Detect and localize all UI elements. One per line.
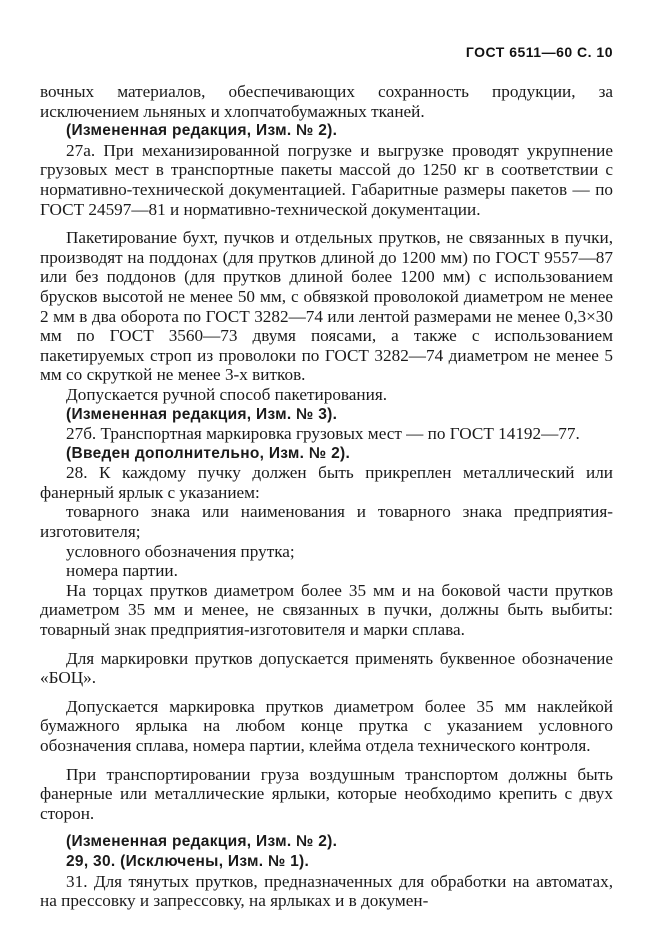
amendment-note: (Измененная редакция, Изм. № 3). [66,405,338,423]
paragraph: 27б. Транспортная маркировка грузовых мест — по ГОСТ 14192—77. [66,424,580,444]
list-item: номера партии. [66,561,178,581]
document-body [40,82,613,911]
list-item: товарного знака или наименования и товарного знака предприятия-изготовителя; [40,502,613,542]
amendment-note: (Измененная редакция, Изм. № 2). [66,122,338,140]
paragraph: вочных материалов, обеспечивающих сохранность продукции, за исключением льняных и хлопчатобумажных тканей. [40,82,613,121]
list-item: условного обозначения прутка; [66,541,295,561]
amendment-note: 29, 30. (Исключены, Изм. № 1). [66,852,310,870]
paragraph: Пакетирование бухт, пучков и отдельных прутков, не связанных в пучки, производят на поддонах (для прутков длиной до 1200 мм) по ГОСТ 9557—87 или без поддонов (для прутков длиной более 1200 мм) с использованием брусков высотой не менее 50 мм, с обвязкой проволокой диаметром не менее 2 мм в два оборота по ГОСТ 3282—74 или лентой размерами не менее 0,3×30 мм по ГОСТ 3560—73 двумя поясами, а также с использованием пакетируемых строп из проволоки по ГОСТ 3282—74 диаметром не менее 5 мм со скруткой не менее 3-х витков. [40,228,613,385]
running-header: ГОСТ 6511—60 С. 10 [465,44,613,60]
amendment-note: (Измененная редакция, Изм. № 2). [66,833,338,851]
paragraph: Допускается ручной способ пакетирования. [66,384,388,404]
amendment-note: (Введен дополнительно, Изм. № 2). [66,444,351,462]
paragraph: Для маркировки прутков допускается применять буквенное обозначение «БОЦ». [40,648,613,688]
paragraph: 28. К каждому пучку должен быть прикреплен металлический или фанерный ярлык с указанием: [40,463,613,502]
paragraph: При транспортировании груза воздушным транспортом должны быть фанерные или металлические ярлыки, которые необходимо крепить с двух сторон. [40,764,613,823]
paragraph: Допускается маркировка прутков диаметром более 35 мм наклейкой бумажного ярлыка на любом конце прутка с указанием условного обозначения сплава, номера партии, клейма отдела технического контроля. [40,696,613,755]
paragraph: На торцах прутков диаметром более 35 мм и на боковой части прутков диаметром 35 мм и менее, не связанных в пучки, должны быть выбиты: товарный знак предприятия-изготовителя и марки сплава. [40,580,613,640]
paragraph: 31. Для тянутых прутков, предназначенных для обработки на автоматах, на прессовку и запрессовку, на ярлыках и в докумен- [40,871,613,911]
paragraph: 27а. При механизированной погрузке и выгрузке проводят укрупнение грузовых мест в транспортные пакеты массой до 1250 кг в соответствии с нормативно-технической документацией. Габаритные размеры пакетов — по ГОСТ 24597—81 и нормативно-технической документации. [40,140,613,219]
